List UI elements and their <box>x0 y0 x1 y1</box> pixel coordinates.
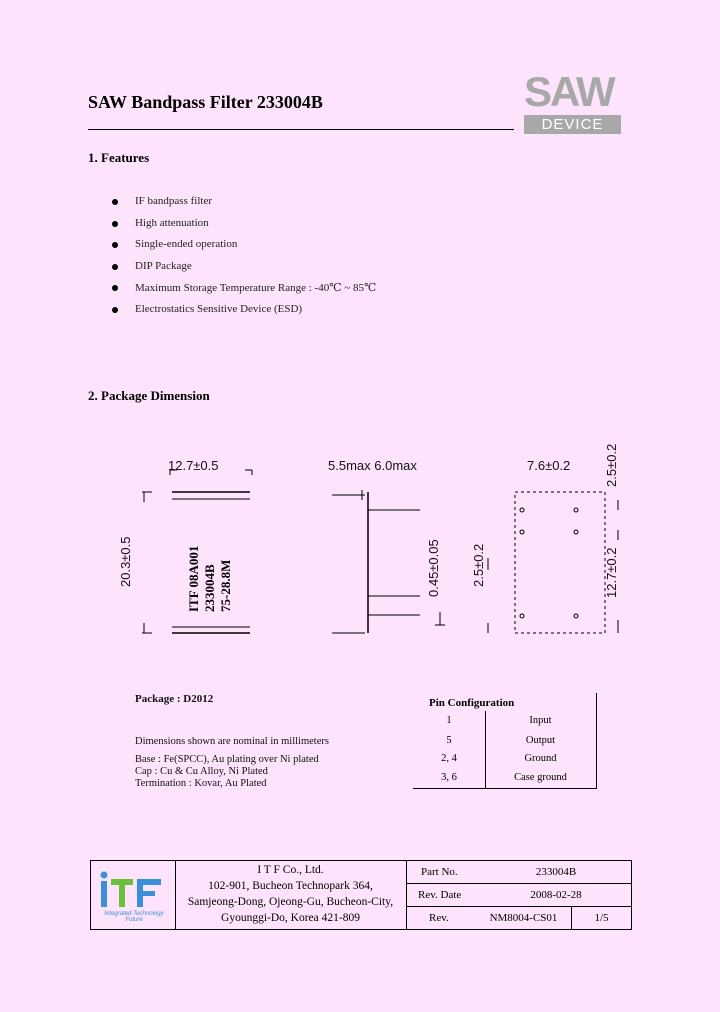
saw-logo <box>524 72 622 110</box>
dim-height-left: 20.3±0.5 <box>118 536 133 587</box>
package-marking <box>186 546 234 612</box>
marking-line-2: 233004B <box>202 564 217 612</box>
pin-number: 2, 4 <box>441 753 457 764</box>
bullet-icon <box>112 307 118 313</box>
saw-logo-text: SAW <box>524 72 614 110</box>
part-no-label: Part No. <box>421 866 458 878</box>
pin-number: 5 <box>446 735 452 746</box>
dim-pin-pitch: 2.5±0.2 <box>471 543 486 587</box>
itf-logo <box>97 865 171 925</box>
marking-line-3: 75-28.8M <box>218 559 233 612</box>
dim-bottom-top: 7.6±0.2 <box>527 458 571 473</box>
feature-item: Maximum Storage Temperature Range : -40℃ ~ 85℃ <box>112 281 376 294</box>
pin-number: 3, 6 <box>441 772 457 783</box>
rev-date-value: 2008-02-28 <box>530 889 582 901</box>
bullet-icon <box>112 242 118 248</box>
pin-config-table <box>413 693 597 789</box>
note-dimensions: Dimensions shown are nominal in millimeters <box>135 736 329 747</box>
features-heading: 1. Features <box>88 150 150 165</box>
bullet-icon <box>112 221 118 227</box>
bullet-icon <box>112 285 118 291</box>
package-label: Package : D2012 <box>135 693 214 705</box>
feature-item: IF bandpass filter <box>112 195 212 207</box>
page-number: 1/5 <box>594 912 609 924</box>
marking-line-1: ITF 08A001 <box>186 545 201 612</box>
feature-item: Electrostatics Sensitive Device (ESD) <box>112 303 302 315</box>
dim-right-main: 12.7±0.2 <box>604 547 619 598</box>
device-logo: DEVICE <box>524 115 621 134</box>
feature-item: High attenuation <box>112 217 209 229</box>
part-no-value: 233004B <box>535 866 577 878</box>
note-cap: Cap : Cu & Cu Alloy, Ni Plated <box>135 766 268 777</box>
itf-tagline: Integrated Technology Future <box>104 911 164 923</box>
pin-function: Input <box>529 715 552 726</box>
dim-width-top: 12.7±0.5 <box>168 458 219 473</box>
title-block <box>90 860 632 930</box>
pin-number: 1 <box>446 715 452 726</box>
bullet-icon <box>112 199 118 205</box>
page-title: SAW Bandpass Filter 233004B <box>88 92 323 112</box>
note-termination: Termination : Kovar, Au Plated <box>135 778 267 789</box>
package-heading: 2. Package Dimension <box>88 388 210 403</box>
rev-label: Rev. <box>429 912 449 924</box>
feature-item: Single-ended operation <box>112 238 237 250</box>
company-address: I T F Co., Ltd. 102-901, Bucheon Technopark 364, Samjeong-Dong, Ojeong-Gu, Bucheon-City, Gyounggi-Do, Korea 421-809 <box>187 864 394 924</box>
pin-function: Ground <box>524 753 557 764</box>
dim-right-top: 2.5±0.2 <box>604 443 619 487</box>
dim-side-top: 5.5max 6.0max <box>328 458 417 473</box>
bullet-icon <box>112 264 118 270</box>
note-base: Base : Fe(SPCC), Au plating over Ni plated <box>135 754 319 765</box>
rev-date-label: Rev. Date <box>418 889 462 901</box>
dim-pin-diameter: 0.45±0.05 <box>426 539 441 597</box>
feature-item: DIP Package <box>112 260 192 272</box>
pin-config-title: Pin Configuration <box>429 697 515 709</box>
pin-function: Case ground <box>514 772 567 783</box>
title-divider <box>88 129 514 130</box>
rev-value: NM8004-CS01 <box>489 912 558 924</box>
pin-function: Output <box>525 735 556 746</box>
